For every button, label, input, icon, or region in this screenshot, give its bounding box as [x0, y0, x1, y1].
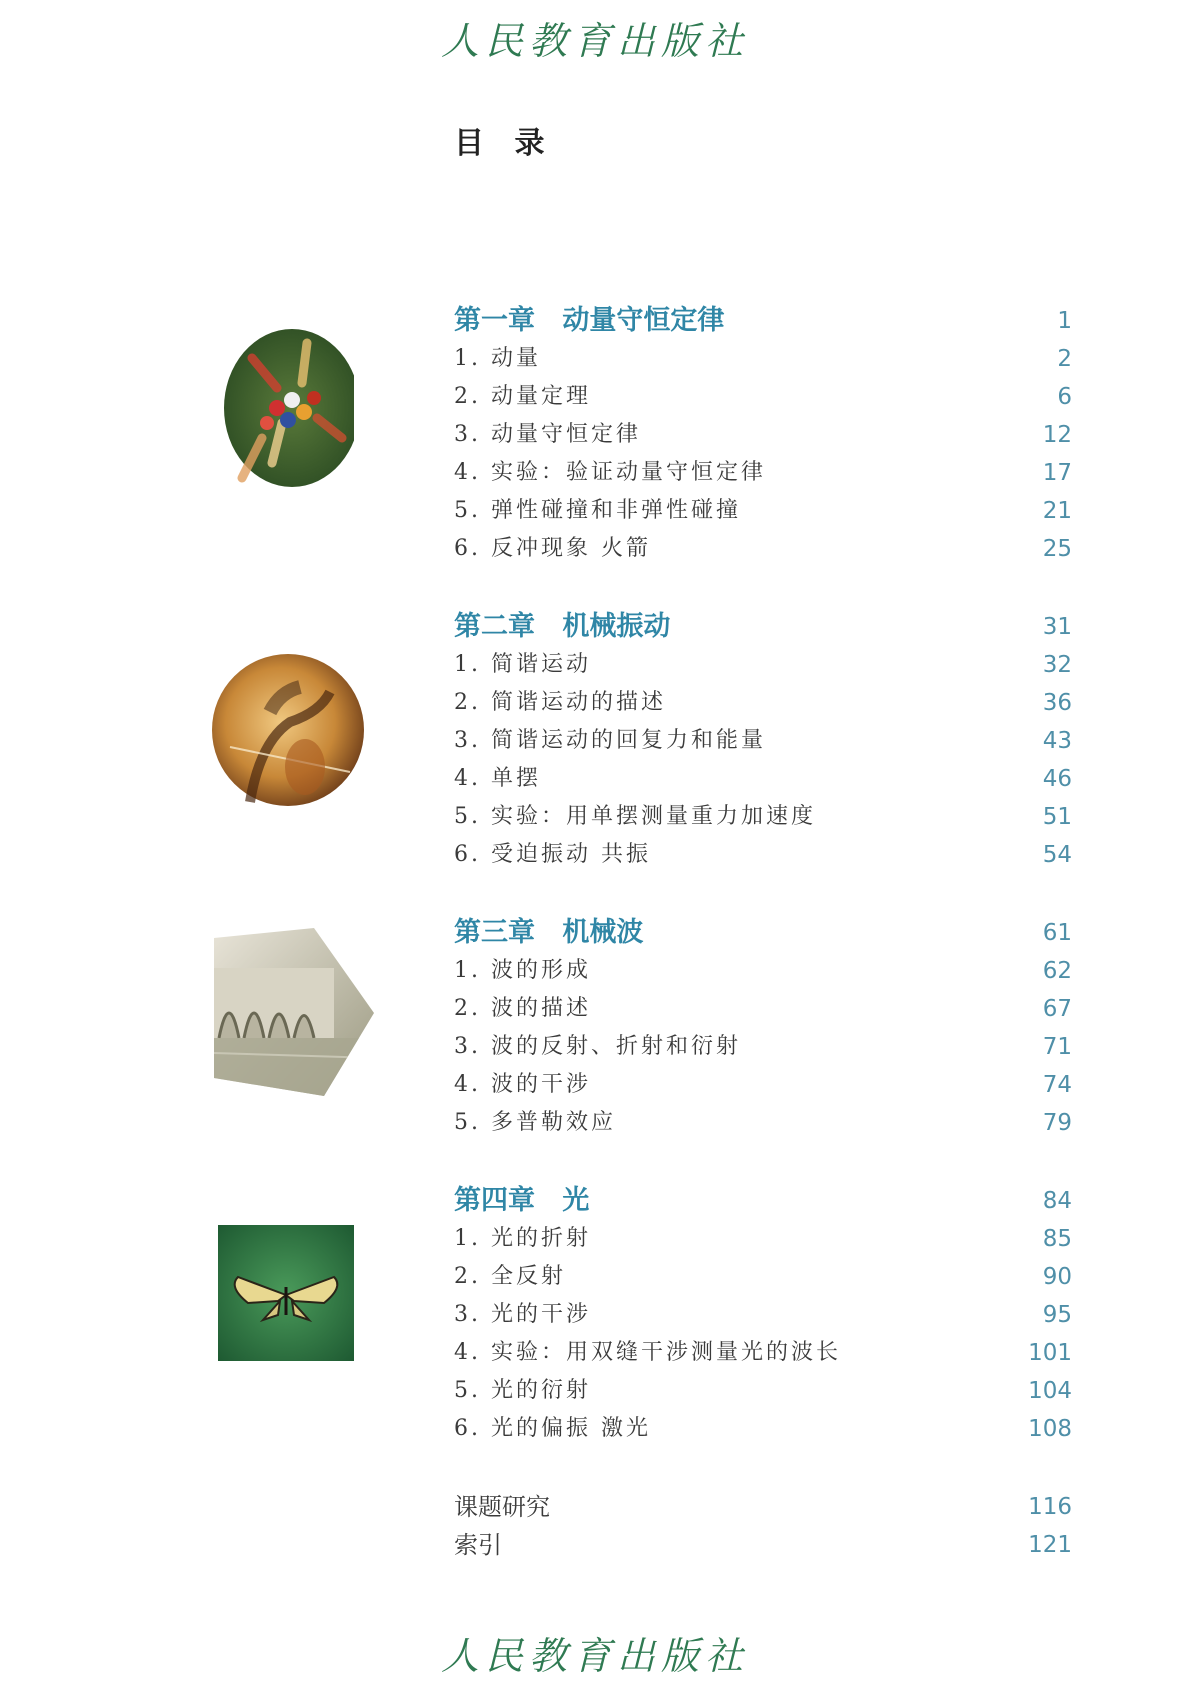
entry-label: 6. 光的偏振 激光 — [454, 1416, 651, 1441]
toc-entry[interactable] — [454, 1258, 1072, 1296]
chapter-title: 第三章 机械波 — [454, 917, 644, 948]
entry-page: 71 — [1042, 1034, 1072, 1060]
toc-entry[interactable] — [454, 990, 1072, 1028]
toc-title: 目 录 — [454, 126, 555, 161]
chapter-1-block — [454, 302, 1072, 568]
entry-page: 43 — [1042, 728, 1072, 754]
chapter-page: 61 — [1042, 920, 1072, 946]
entry-page: 6 — [1057, 384, 1072, 410]
entry-page: 90 — [1042, 1264, 1072, 1290]
entry-page: 121 — [1028, 1532, 1072, 1558]
entry-page: 108 — [1028, 1416, 1072, 1442]
entry-page: 21 — [1042, 498, 1072, 524]
toc-entry[interactable] — [454, 722, 1072, 760]
entry-label: 1. 光的折射 — [454, 1226, 591, 1251]
chapter-page: 84 — [1042, 1188, 1072, 1214]
chapter-title: 第四章 光 — [454, 1185, 590, 1216]
entry-label: 6. 反冲现象 火箭 — [454, 536, 651, 561]
chapter-page: 1 — [1057, 308, 1072, 334]
chapter-page: 31 — [1042, 614, 1072, 640]
arch-bridge-image — [214, 928, 376, 1098]
entry-page: 36 — [1042, 690, 1072, 716]
toc-entry[interactable] — [454, 378, 1072, 416]
entry-label: 索引 — [454, 1531, 502, 1559]
entry-label: 6. 受迫振动 共振 — [454, 842, 651, 867]
entry-label: 4. 单摆 — [454, 766, 541, 791]
toc-entry[interactable] — [454, 1296, 1072, 1334]
chapter-3-block — [454, 914, 1072, 1142]
entry-page: 62 — [1042, 958, 1072, 984]
entry-label: 3. 光的干涉 — [454, 1302, 591, 1327]
entry-label: 5. 弹性碰撞和非弹性碰撞 — [454, 498, 741, 523]
chapter-heading[interactable] — [454, 1182, 1072, 1220]
chapter-heading[interactable] — [454, 302, 1072, 340]
entry-page: 95 — [1042, 1302, 1072, 1328]
entry-page: 116 — [1028, 1494, 1072, 1520]
toc-entry[interactable] — [454, 836, 1072, 874]
entry-page: 17 — [1042, 460, 1072, 486]
toc-entry[interactable] — [454, 1372, 1072, 1410]
toc-entry[interactable] — [454, 1028, 1072, 1066]
entry-page: 12 — [1042, 422, 1072, 448]
entry-label: 5. 多普勒效应 — [454, 1110, 616, 1135]
entry-label: 2. 简谐运动的描述 — [454, 690, 666, 715]
toc-entry[interactable] — [454, 646, 1072, 684]
toc-entry[interactable] — [454, 492, 1072, 530]
entry-page: 67 — [1042, 996, 1072, 1022]
entry-page: 74 — [1042, 1072, 1072, 1098]
entry-label: 2. 动量定理 — [454, 384, 591, 409]
toc-entry[interactable] — [454, 530, 1072, 568]
entry-page: 51 — [1042, 804, 1072, 830]
toc-entry[interactable] — [454, 416, 1072, 454]
chapter-title: 第二章 机械振动 — [454, 611, 671, 642]
chapter-title: 第一章 动量守恒定律 — [454, 305, 725, 336]
publisher-logo-top: 人民教育出版社 — [440, 19, 749, 63]
entry-page: 46 — [1042, 766, 1072, 792]
entry-label: 4. 实验：验证动量守恒定律 — [454, 460, 766, 485]
entry-page: 104 — [1028, 1378, 1072, 1404]
entry-label: 4. 实验：用双缝干涉测量光的波长 — [454, 1340, 841, 1365]
entry-label: 3. 动量守恒定律 — [454, 422, 641, 447]
publisher-logo-bottom: 人民教育出版社 — [440, 1634, 749, 1678]
entry-page: 54 — [1042, 842, 1072, 868]
toc-entry[interactable] — [454, 1410, 1072, 1448]
toc-entry[interactable] — [454, 1526, 1072, 1564]
entry-label: 4. 波的干涉 — [454, 1072, 591, 1097]
toc-entry[interactable] — [454, 1066, 1072, 1104]
entry-label: 1. 波的形成 — [454, 958, 591, 983]
entry-page: 2 — [1057, 346, 1072, 372]
entry-label: 2. 全反射 — [454, 1264, 566, 1289]
entry-label: 课题研究 — [454, 1493, 550, 1521]
entry-label: 5. 实验：用单摆测量重力加速度 — [454, 804, 816, 829]
entry-label: 3. 波的反射、折射和衍射 — [454, 1034, 741, 1059]
toc-entry[interactable] — [454, 684, 1072, 722]
chapter-2-block — [454, 608, 1072, 874]
entry-label: 1. 动量 — [454, 346, 541, 371]
cello-player-image — [210, 652, 366, 808]
entry-page: 25 — [1042, 536, 1072, 562]
entry-label: 2. 波的描述 — [454, 996, 591, 1021]
entry-page: 85 — [1042, 1226, 1072, 1252]
butterfly-image — [218, 1225, 354, 1361]
chapter-heading[interactable] — [454, 608, 1072, 646]
toc-entry[interactable] — [454, 1220, 1072, 1258]
chapter-heading[interactable] — [454, 914, 1072, 952]
entry-page: 32 — [1042, 652, 1072, 678]
entry-page: 79 — [1042, 1110, 1072, 1136]
toc-entry[interactable] — [454, 1104, 1072, 1142]
entry-label: 1. 简谐运动 — [454, 652, 591, 677]
toc-entry[interactable] — [454, 798, 1072, 836]
entry-page: 101 — [1028, 1340, 1072, 1366]
billiard-balls-image — [222, 328, 362, 488]
toc-entry[interactable] — [454, 952, 1072, 990]
toc-entry[interactable] — [454, 454, 1072, 492]
toc-entry[interactable] — [454, 1488, 1072, 1526]
toc-entry[interactable] — [454, 760, 1072, 798]
extras-block — [454, 1488, 1072, 1564]
toc-entry[interactable] — [454, 1334, 1072, 1372]
entry-label: 3. 简谐运动的回复力和能量 — [454, 728, 766, 753]
chapter-4-block — [454, 1182, 1072, 1448]
toc-entry[interactable] — [454, 340, 1072, 378]
entry-label: 5. 光的衍射 — [454, 1378, 591, 1403]
